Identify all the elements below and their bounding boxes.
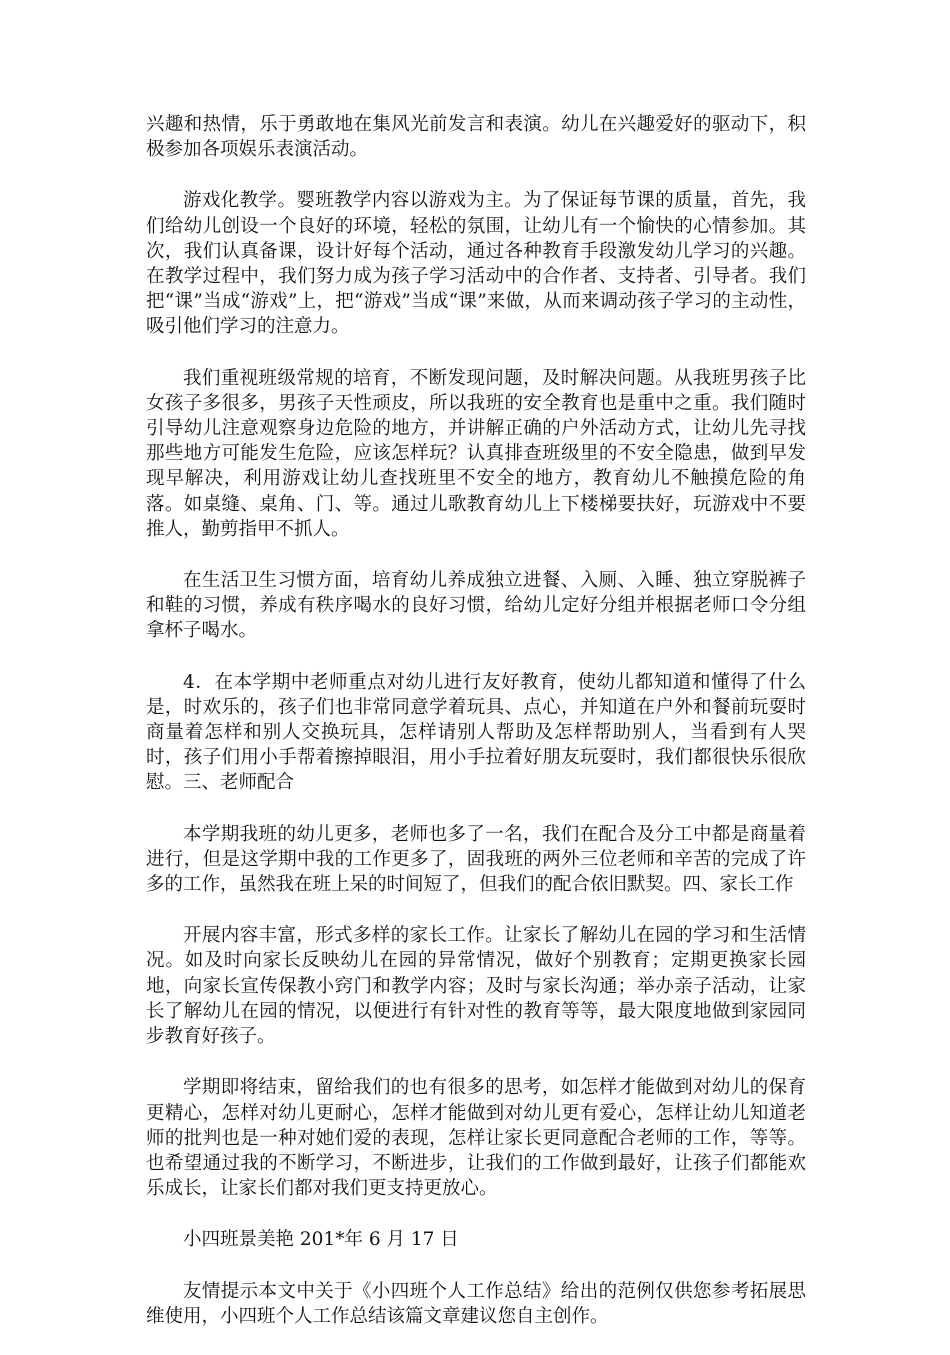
paragraph-interest: 兴趣和热情，乐于勇敢地在集风光前发言和表演。幼儿在兴趣爱好的驱动下，积极参加各项娱乐表演活动。 — [146, 114, 806, 161]
paragraph-hygiene-habits: 在生活卫生习惯方面，培育幼儿养成独立进餐、入厕、入睡、独立穿脱裤子和鞋的习惯，养成有秩序喝水的良好习惯，给幼儿定好分组并根据老师口令分组拿杯子喝水。 — [146, 570, 806, 642]
paragraph-friendship-education: 4．在本学期中老师重点对幼儿进行友好教育，使幼儿都知道和懂得了什么是，时欢乐的，孩子们也非常同意学着玩具、点心，并知道在户外和餐前玩耍时商量着怎样和别人交换玩具，怎样请别人帮助及怎样帮助别人，当看到有人哭时，孩子们用小手帮着擦掉眼泪，用小手拉着好朋友玩耍时，我们都很快乐很欣慰。三、老师配合 — [146, 671, 806, 794]
paragraph-parent-work: 开展内容丰富，形式多样的家长工作。让家长了解幼儿在园的学习和生活情况。如及时向家长反映幼儿在园的异常情况，做好个别教育；定期更换家长园地，向家长宣传保教小窍门和教学内容；及时与家长沟通；举办亲子活动，让家长了解幼儿在园的情况，以便进行有针对性的教育等等，最大限度地做到家园同步教育好孩子。 — [146, 925, 806, 1048]
document-body — [146, 112, 806, 1355]
paragraph-class-routine: 我们重视班级常规的培育，不断发现问题，及时解决问题。从我班男孩子比女孩子多很多，男孩子天性顽皮，所以我班的安全教育也是重中之重。我们随时引导幼儿注意观察身边危险的地方，并讲解正确的户外活动方式，让幼儿先寻找那些地方可能发生危险，应该怎样玩？认真排查班级里的不安全隐患，做到早发现早解决，利用游戏让幼儿查找班里不安全的地方，教育幼儿不触摸危险的角落。如桌缝、桌角、门、等。通过儿歌教育幼儿上下楼梯要扶好，玩游戏中不要推人，勤剪指甲不抓人。 — [146, 367, 806, 540]
paragraph-teacher-cooperation: 本学期我班的幼儿更多，老师也多了一名，我们在配合及分工中都是商量着进行，但是这学期中我的工作更多了，固我班的两外三位老师和辛苦的完成了许多的工作，虽然我在班上呆的时间短了，但我们的配合依旧默契。四、家长工作 — [146, 823, 806, 896]
paragraph-game-teaching: 游戏化教学。婴班教学内容以游戏为主。为了保证每节课的质量，首先，我们给幼儿创设一个良好的环境，轻松的氛围，让幼儿有一个愉快的心情参加。其次，我们认真备课，设计好每个活动，通过各种教育手段激发幼儿学习的兴趣。在教学过程中，我们努力成为孩子学习活动中的合作者、支持者、引导者。我们把“课”当成“游戏”上，把“游戏”当成“课”来做，从而来调动孩子学习的主动性，吸引他们学习的注意力。 — [146, 190, 806, 338]
paragraph-reflection: 学期即将结束，留给我们的也有很多的思考，如怎样才能做到对幼儿的保育更精心，怎样对幼儿更耐心，怎样才能做到对幼儿更有爱心，怎样让幼儿知道老师的批判也是一种对她们爱的表现，怎样让家长更同意配合老师的工作，等等。也希望通过我的不断学习，不断进步，让我们的工作做到最好，让孩子们都能欢乐成长，让家长们都对我们更支持更放心。 — [146, 1077, 806, 1200]
signature-date: 小四班景美艳 201*年 6 月 17 日 — [183, 1229, 459, 1251]
friendly-notice: 友情提示本文中关于《小四班个人工作总结》给出的范例仅供您参考拓展思维使用，小四班个人工作总结该篇文章建议您自主创作。 — [146, 1280, 806, 1327]
